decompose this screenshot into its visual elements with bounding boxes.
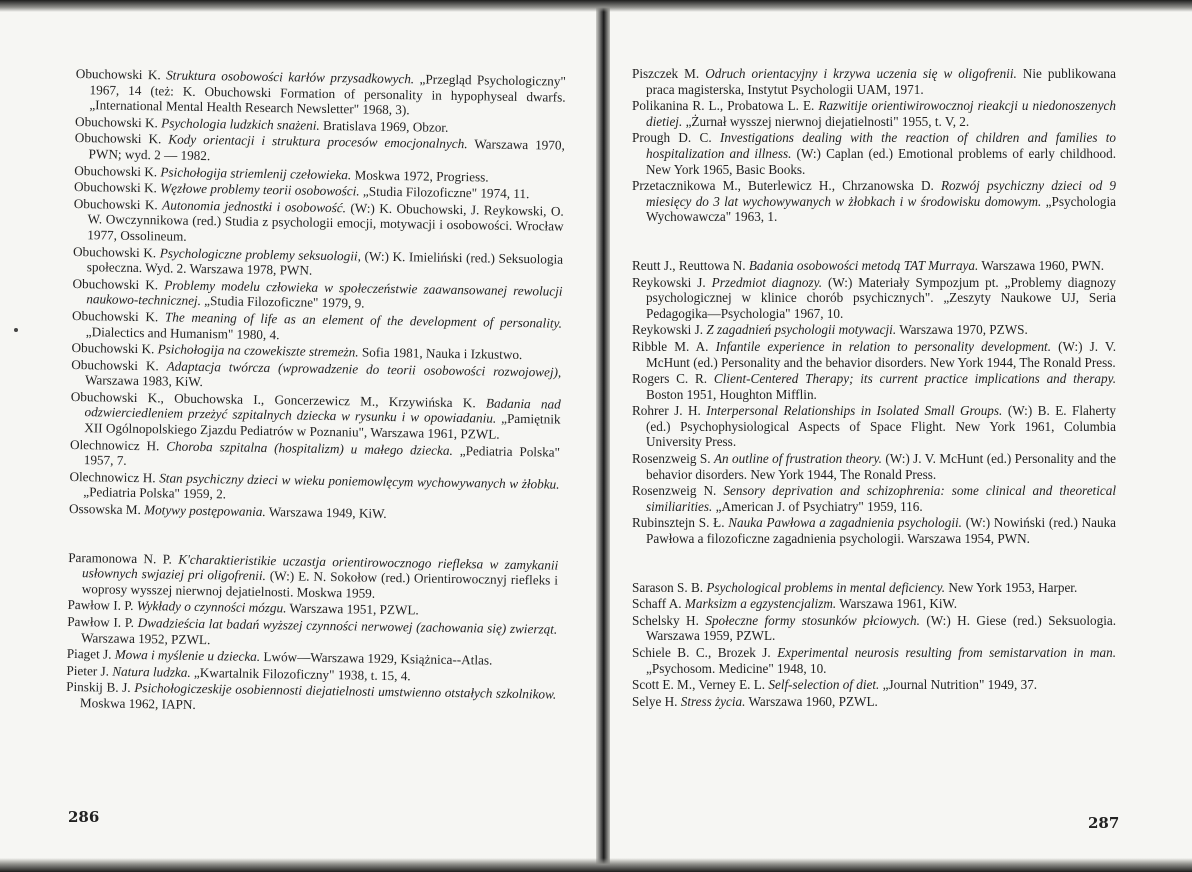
entry-title: Psychological problems in mental deficiency.	[706, 579, 946, 595]
bibliography-entry	[632, 98, 1116, 129]
entry-title: Sensory deprivation and schizophrenia: some clinical and theoretical similiarities.	[646, 483, 1116, 514]
entry-details: (W:) E. N. Sokołow (red.) Orientirowocznyj riefleks i woprosy wysszej nierwnoj dejatielnosti. Moskwa 1959.	[81, 568, 559, 601]
entry-details: (W:) K. Imieliński (red.) Seksuologia społeczna. Wyd. 2. Warszawa 1978, PWN.	[86, 248, 564, 278]
entry-details: (W:) Caplan (ed.) Emotional problems of early childhood. New York 1965, Basic Books.	[646, 145, 1117, 177]
bibliography-entry	[632, 580, 1116, 596]
entry-title: Odruch orientacyjny i krzywa uczenia się w oligofrenii.	[705, 66, 1017, 81]
bibliography-entry	[632, 130, 1116, 177]
entry-author: Sarason S. B.	[632, 579, 704, 595]
entry-author: Schelsky H.	[632, 612, 699, 628]
entry-author: Obuchowski K.	[73, 195, 158, 213]
entry-author: Rubinsztejn S. Ł.	[632, 515, 725, 531]
entry-title: Client-Centered Therapy; its current practice implications and therapy.	[713, 371, 1116, 387]
entry-details: New York 1953, Harper.	[948, 579, 1078, 595]
entry-details: „Psychologia Wychowawcza" 1963, 1.	[646, 193, 1116, 225]
entry-author: Schaff A.	[632, 596, 682, 612]
entry-details: „Pamiętnik XII Ogólnopolskiego Zjazdu Pediatrów w Poznaniu", Warszawa 1961, PZWL.	[84, 411, 561, 442]
entry-title: Razwitije orientiwirowocznoj rieakcji u niedonoszenych dietiej.	[646, 98, 1117, 129]
entry-author: Reykowski J.	[632, 274, 706, 290]
entry-author: Paramonowa N. P.	[68, 549, 173, 567]
entry-details: Warszawa 1961, KiW.	[839, 596, 958, 612]
entry-details: „Pediatria Polska" 1957, 7.	[83, 442, 561, 469]
entry-details: Warszawa 1970, PZWS.	[899, 322, 1028, 338]
entry-title: Marksizm a egzystencjalizm.	[684, 596, 837, 612]
entry-details: „Psychosom. Medicine" 1948, 10.	[646, 660, 827, 676]
entry-details: (W:) J. V. McHunt (ed.) Personality and the behavior disorders. New York 1944, The Ronald Press.	[646, 338, 1117, 370]
entry-title: Przedmiot diagnozy.	[711, 274, 822, 290]
entry-author: Obuchowski K.	[74, 130, 162, 147]
bibliography-entry	[66, 679, 556, 718]
entry-details: „Kwartalnik Filozoficzny" 1938, t. 15, 4.	[193, 664, 411, 684]
entry-title: Adaptacja twórcza (wprowadzenie do teorii osobowości rozwojowej),	[166, 358, 562, 380]
entry-title: Psichołogija na czowekiszte stremeżn.	[157, 341, 359, 360]
bibliography-entry	[632, 403, 1116, 450]
entry-title: Autonomia jednostki i osobowość.	[162, 197, 347, 216]
entry-author: Pieter J.	[66, 662, 110, 679]
right-page-number: 287	[1088, 814, 1120, 832]
entry-author: Rosenzweig N.	[632, 483, 717, 499]
entry-details: Boston 1951, Houghton Mifflin.	[646, 386, 817, 402]
entry-author: Piaget J.	[66, 646, 112, 662]
entry-details: Sofia 1981, Nauka i Izkustwo.	[361, 344, 523, 363]
entry-author: Rohrer J. H.	[632, 403, 701, 419]
bibliography-entry	[632, 677, 1116, 693]
entry-author: Olechnowicz H.	[69, 436, 160, 454]
entry-author: Obuchowski K., Obuchowska I., Goncerzewicz M., Krzywińska K.	[70, 388, 476, 411]
entry-details: „Przegląd Psychologiczny" 1967, 14 (też: K. Obuchowski Formation of personality in hypophyseal dwarfs. „International Mental Health Research Newsletter" 1968, 3).	[89, 71, 566, 118]
entry-title: An outline of frustration theory.	[713, 451, 882, 467]
entry-details: „Studia Filozoficzne" 1974, 11.	[362, 183, 530, 202]
entry-details: Moskwa 1972, Progriess.	[354, 166, 489, 185]
left-page-number: 286	[68, 808, 100, 826]
entry-details: „Studia Filozoficzne" 1979, 9.	[204, 293, 365, 311]
bibliography-entry	[632, 322, 1116, 338]
scan-top-edge	[0, 0, 1192, 12]
entry-details: „Pediatria Polska" 1959, 2.	[83, 484, 227, 502]
entry-title: Węzłowe problemy teorii osobowości.	[160, 180, 360, 199]
entry-details: Warszawa 1960, PZWL.	[748, 693, 878, 709]
entry-details: Warszawa 1952, PZWL.	[80, 629, 211, 647]
section-gap	[632, 548, 1116, 580]
entry-title: Psychologiczne problemy seksuologii,	[159, 244, 362, 264]
bibliography-entry	[632, 275, 1116, 322]
entry-author: Obuchowski K.	[71, 340, 155, 357]
entry-title: Mowa i myślenie u dziecka.	[114, 646, 261, 665]
bibliography-entry	[68, 550, 559, 604]
bibliography-entry	[632, 258, 1116, 274]
entry-author: Obuchowski K.	[75, 113, 159, 131]
entry-author: Reykowski J.	[632, 322, 704, 338]
entry-title: K'charaktieristikie uczastja orientirowocznogo riefleksa w zamykanii usłownych swjaziej pri oligofrenii.	[81, 551, 559, 584]
entry-author: Rogers C. R.	[632, 371, 708, 387]
entry-title: Choroba szpitalna (hospitalizm) u małego dziecka.	[166, 438, 453, 458]
bibliography-entry	[632, 515, 1116, 546]
entry-details: Warszawa 1970, PWN; wyd. 2 — 1982.	[88, 136, 565, 164]
entry-title: Self-selection of diet.	[768, 677, 880, 693]
entry-title: Stan psychiczny dzieci w wieku poniemowlęcym wychowywanych w żłobku.	[159, 470, 560, 492]
entry-details: „Dialectics and Humanism" 1980, 4.	[85, 323, 280, 342]
entry-author: Obuchowski K.	[72, 275, 159, 293]
entry-title: Interpersonal Relationships in Isolated Small Groups.	[706, 403, 1003, 419]
entry-title: Problemy modelu człowieka w społeczeństwie zaawansowanej rewolucji naukowo-technicznej.	[86, 277, 563, 309]
right-bibliography	[632, 66, 1116, 710]
entry-details: Warszawa 1983, KiW.	[84, 372, 204, 390]
bibliography-entry	[632, 339, 1116, 370]
bibliography-entry	[632, 66, 1116, 97]
entry-details: „American J. of Psychiatry" 1959, 116.	[715, 498, 923, 514]
entry-author: Obuchowski K.	[71, 307, 159, 325]
entry-author: Przetacznikowa M., Buterlewicz H., Chrzanowska D.	[632, 178, 934, 194]
entry-title: Nauka Pawłowa a zagadnienia psychologii.	[728, 515, 962, 531]
entry-title: Infantile experience in relation to personality development.	[715, 338, 1052, 354]
entry-title: Rozwój psychiczny dzieci od 9 miesięcy do 3 lat wychowywanych w żłobkach i w środowisku domowym.	[646, 178, 1117, 209]
entry-title: Badania osobowości metodą TAT Murraya.	[748, 257, 979, 273]
entry-author: Pawłow I. P.	[67, 613, 135, 630]
entry-details: (W:) J. V. McHunt (ed.) Personality and the behavior disorders. New York 1944, The Ronald Press.	[646, 451, 1117, 482]
entry-author: Selye H.	[632, 693, 678, 709]
entry-title: Experimental neurosis resulting from semistarvation in man.	[777, 645, 1117, 660]
entry-author: Obuchowski K.	[71, 356, 159, 374]
entry-title: The meaning of life as an element of the development of personality.	[164, 309, 563, 331]
entry-author: Ossowska M.	[68, 500, 141, 518]
entry-title: Psychologia ludzkich snażeni.	[161, 115, 320, 133]
entry-details: Lwów—Warszawa 1929, Książnica--Atlas.	[263, 649, 493, 668]
entry-details: Warszawa 1949, KiW.	[268, 504, 387, 521]
entry-title: Wykłady o czynności mózgu.	[136, 598, 287, 616]
bibliography-entry	[632, 451, 1116, 482]
entry-details: (W:) H. Giese (red.) Seksuologia. Warszawa 1959, PZWL.	[646, 612, 1117, 644]
entry-author: Polikanina R. L., Probatowa L. E.	[632, 98, 815, 114]
section-gap	[632, 226, 1116, 258]
entry-author: Reutt J., Reuttowa N.	[632, 257, 746, 273]
entry-title: Motywy postępowania.	[144, 502, 266, 520]
entry-details: Bratislava 1969, Obzor.	[322, 117, 449, 135]
entry-title: Badania nad odzwierciedleniem przeżyć szpitalnych dziecka w rysunku i w opowiadaniu.	[84, 395, 561, 427]
entry-author: Pinskij B. J.	[66, 679, 131, 696]
bibliography-entry	[632, 596, 1116, 612]
bibliography-entry	[75, 66, 566, 120]
entry-author: Prough D. C.	[632, 130, 712, 146]
entry-details: „Journal Nutrition" 1949, 37.	[882, 677, 1038, 693]
entry-author: Scott E. M., Verney E. L.	[632, 677, 766, 693]
entry-title: Społeczne formy stosunków płciowych.	[705, 612, 920, 628]
entry-author: Schiele B. C., Brozek J.	[632, 645, 771, 660]
entry-author: Rosenzweig S.	[632, 451, 711, 467]
bibliography-entry	[632, 694, 1116, 710]
entry-details: Nie publikowana praca magisterska, Instytut Psychologii UAM, 1971.	[646, 66, 1117, 97]
bibliography-entry	[632, 178, 1116, 225]
entry-title: Kody orientacji i struktura procesów emocjonalnych.	[168, 131, 468, 152]
entry-title: Psichołogiczeskije osobiennosti diejatielnosti umstwienno otstałych szkolnikow.	[134, 680, 557, 702]
entry-details: „Żurnał wysszej nierwnoj diejatielnosti" 1955, t. V, 2.	[685, 113, 970, 129]
entry-title: Psichołogija striemlenij czełowieka.	[160, 163, 352, 182]
entry-title: Z zagadnień psychologii motywacji.	[706, 322, 897, 338]
left-bibliography	[66, 66, 566, 719]
entry-author: Obuchowski K.	[73, 179, 158, 196]
bibliography-entry	[632, 613, 1116, 644]
bibliography-entry	[632, 483, 1116, 514]
entry-details: Warszawa 1960, PWN.	[981, 257, 1105, 273]
entry-title: Dwadzieścia lat badań wyższej czynności nerwowej (zachowania się) zwierząt.	[137, 615, 558, 637]
scan-bottom-edge	[0, 858, 1192, 872]
entry-title: Struktura osobowości karłów przysadkowych.	[166, 67, 415, 87]
entry-author: Pawłow I. P.	[67, 597, 134, 614]
entry-author: Obuchowski K.	[75, 66, 161, 83]
bibliography-entry	[73, 196, 564, 250]
entry-title: Natura ludzka.	[112, 663, 191, 680]
entry-author: Piszczek M.	[632, 66, 700, 81]
entry-details: (W:) B. E. Flaherty (ed.) Psychophysiological Aspects of Space Flight. New York 1961, Columbia University Press.	[646, 403, 1117, 450]
entry-details: (W:) Nowiński (red.) Nauka Pawłowa a filozoficzne zagadnienia psychologii. Warszawa 1954, PWN.	[646, 515, 1117, 547]
entry-title: Investigations dealing with the reaction of children and families to hospitalization and illness.	[646, 130, 1117, 161]
entry-author: Ribble M. A.	[632, 338, 709, 354]
margin-mark	[14, 328, 18, 332]
entry-details: Warszawa 1951, PZWL.	[289, 600, 419, 618]
bibliography-entry	[70, 389, 561, 443]
entry-details: (W:) Materiały Sympozjum pt. „Problemy diagnozy psychologicznej w klinice chorób psychicznych". „Zeszyty Naukowe UJ, Seria Pedagogika—Psychologia" 1967, 10.	[646, 274, 1117, 321]
entry-title: Stress życia.	[680, 693, 746, 709]
book-gutter	[596, 0, 610, 872]
entry-author: Olechnowicz H.	[69, 468, 156, 486]
entry-author: Obuchowski K.	[74, 162, 158, 179]
bibliography-entry	[632, 645, 1116, 676]
entry-details: (W:) K. Obuchowski, J. Reykowski, O. W. Owczynnikowa (red.) Studia z psychologii emocji, motywacji i osobowości. Wrocław 1977, Ossolineum.	[87, 200, 564, 244]
entry-details: Moskwa 1962, IAPN.	[79, 695, 196, 712]
entry-author: Obuchowski K.	[72, 243, 157, 260]
bibliography-entry	[632, 371, 1116, 402]
